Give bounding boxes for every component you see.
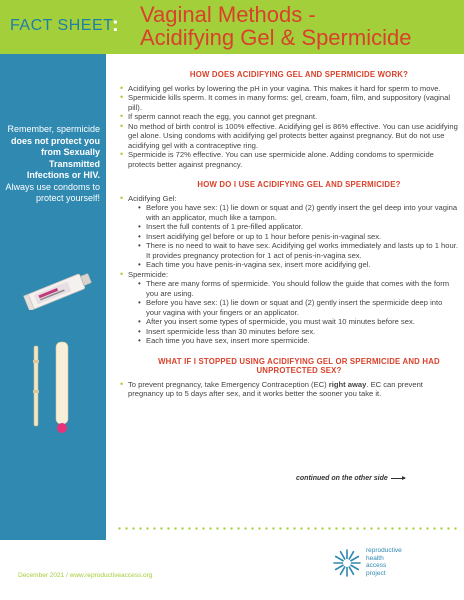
list-item-acidifying-gel: [120, 194, 458, 270]
footer-date-url: December 2021 / www.reproductiveaccess.org: [18, 572, 153, 579]
sidebar-note-bold: does not protect you from Sexually Transmitted Infections or HIV.: [10, 135, 100, 180]
list-item: • Insert acidifying gel before or up to 1 hour before penis-in-vaginal sex.: [138, 232, 458, 242]
arrow-right-icon: [391, 478, 405, 479]
list-item-spermicide: [120, 270, 458, 346]
list-item: • Spermicide is 72% effective. You can use spermicide alone. Adding condoms to spermicide protects better against pregnancy.: [120, 150, 458, 169]
sidebar-note: [4, 124, 100, 205]
logo-line: access: [366, 562, 387, 569]
group-label: Spermicide:: [128, 269, 169, 279]
section-heading-unprotected-sex: [140, 357, 458, 376]
list-item: • Each time you have penis-in-vagina sex, insert more acidifying gel.: [138, 260, 458, 270]
header-colon: :: [112, 14, 119, 36]
list-item: [120, 380, 458, 399]
logo-line: project: [366, 569, 386, 577]
ec-text-post: . EC can prevent pregnancy up to 5 days after sex, and it works better the sooner you take it.: [128, 379, 423, 398]
list-item: • Insert the full contents of 1 pre-filled applicator.: [138, 222, 458, 232]
title-line-2: Acidifying Gel & Spermicide: [140, 25, 412, 50]
list-item: • Acidifying gel works by lowering the pH in your vagina. This makes it hard for sperm to move.: [120, 84, 458, 94]
acidifying-gel-steps: [138, 203, 458, 270]
list-item: • If sperm cannot reach the egg, you cannot get pregnant.: [120, 112, 458, 122]
page-title: [140, 3, 460, 49]
ec-text-bold: right away: [328, 379, 367, 389]
list-item: • No method of birth control is 100% effective. Acidifying gel is 86% effective. You can use acidifying gel alone. Using condoms with acidifying gel protects better against pregnancy. But do not use acidifying gel with a contraceptive ring.: [120, 122, 458, 151]
section-heading-how-it-works: HOW DOES ACIDIFYING GEL AND SPERMICIDE WORK?: [189, 70, 409, 79]
sidebar-note-part2: Always use condoms to protect yourself!: [5, 181, 100, 203]
spermicide-steps: [138, 279, 458, 346]
continued-text: continued on the other side: [296, 475, 388, 482]
section-heading-how-to-use: HOW DO I USE ACIDIFYING GEL AND SPERMICIDE?: [197, 180, 401, 189]
list-item: • After you insert some types of spermicide, you must wait 10 minutes before sex.: [138, 317, 458, 327]
applicator-image: [30, 340, 80, 440]
list-item: • Insert spermicide less than 30 minutes before sex.: [138, 327, 458, 337]
main-content: [120, 66, 458, 399]
fact-sheet-label: FACT SHEET: [10, 17, 114, 34]
group-label: Acidifying Gel:: [128, 193, 177, 203]
rhap-logo-icon: [332, 548, 362, 578]
list-item: • Before you have sex: (1) lie down or squat and (2) gently insert the spermicide deep into your vagina with your fingers or an applicator.: [138, 298, 458, 317]
list-item: • There are many forms of spermicide. You should follow the guide that comes with the form you are using.: [138, 279, 458, 298]
list-item: • Spermicide kills sperm. It comes in many forms: gel, cream, foam, film, and suppository (vaginal pill).: [120, 93, 458, 112]
how-it-works-list: [120, 84, 458, 170]
continued-note: [296, 475, 405, 482]
header-band: [0, 0, 464, 54]
unprotected-sex-list: [120, 380, 458, 399]
logo-text: [366, 547, 402, 577]
title-line-1: Vaginal Methods -: [140, 2, 316, 27]
logo-line: reproductive: [366, 547, 402, 554]
list-item: • There is no need to wait to have sex. Acidifying gel works immediately and lasts up to 1 hour. It provides pregnancy protection for 1 act of penis-in-vagina sex.: [138, 241, 458, 260]
heading-line-1: WHAT IF I STOPPED USING ACIDIFYING GEL OR SPERMICIDE AND HAD: [158, 356, 440, 366]
sidebar-note-part1: Remember, spermicide: [7, 124, 100, 134]
dotted-divider: [116, 527, 460, 530]
heading-line-2: UNPROTECTED SEX?: [256, 366, 342, 375]
list-item: • Before you have sex: (1) lie down or squat and (2) gently insert the gel deep into your vagina with an applicator, much like a tampon.: [138, 203, 458, 222]
logo-line: health: [366, 554, 384, 562]
list-item: • Each time you have sex, insert more spermicide.: [138, 336, 458, 346]
how-to-use-list: [120, 194, 458, 346]
gel-tube-image: [20, 270, 100, 310]
ec-text-pre: To prevent pregnancy, take Emergency Contraception (EC): [128, 379, 329, 389]
